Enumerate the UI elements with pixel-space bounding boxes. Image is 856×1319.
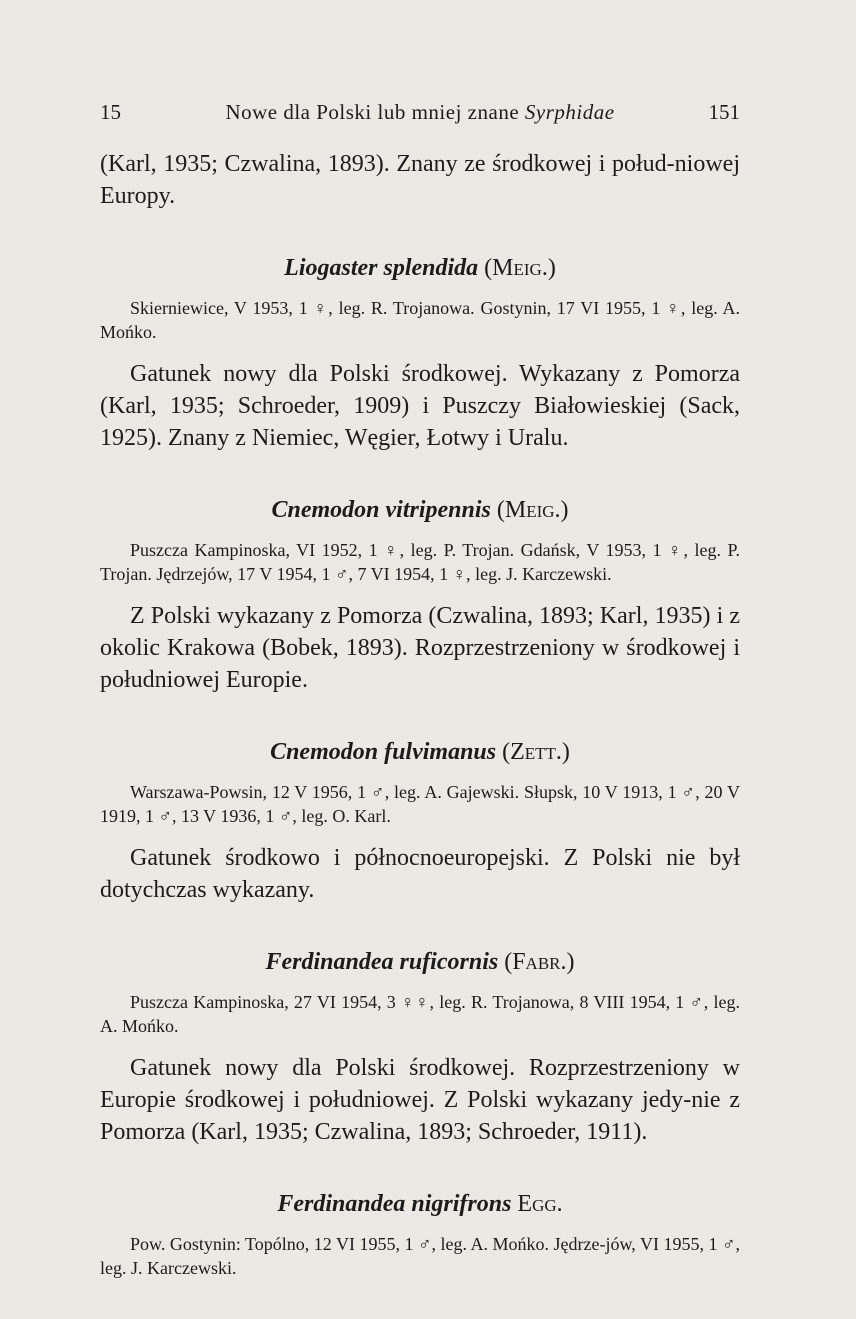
species-name: Ferdinandea nigrifrons [277, 1191, 512, 1217]
page-section-number: 15 [100, 100, 121, 124]
page-number: 151 [708, 100, 740, 124]
species-discussion: Z Polski wykazany z Pomorza (Czwalina, 1893; Karl, 1935) i z okolic Krakowa (Bobek, 1893). Rozprzestrzeniony w środkowej i południowej Europie. [100, 603, 740, 693]
article-body [100, 148, 740, 1280]
species-discussion: Gatunek nowy dla Polski środkowej. Rozprzestrzeniony w Europie środkowej i południowej. Z Polski wykazany jedy-nie z Pomorza (Karl, 1935; Czwalina, 1893; Schroeder, 1911). [100, 1055, 740, 1145]
species-title [100, 736, 740, 768]
intro-paragraph: (Karl, 1935; Czwalina, 1893). Znany ze środkowej i połud-niowej Europy. [100, 151, 740, 209]
species-author: (Meig.) [490, 497, 569, 523]
running-title-italic: Syrphidae [524, 100, 615, 124]
specimen-records: Skierniewice, V 1953, 1 ♀, leg. R. Trojanowa. Gostynin, 17 VI 1955, 1 ♀, leg. A. Mońko. [100, 298, 740, 342]
species-author: (Meig.) [478, 255, 556, 281]
species-title [100, 946, 740, 978]
specimen-records: Pow. Gostynin: Topólno, 12 VI 1955, 1 ♂, leg. A. Mońko. Jędrze-jów, VI 1955, 1 ♂, leg. J. Karczewski. [100, 1234, 740, 1278]
species-author: (Fabr.) [498, 949, 575, 975]
species-name: Cnemodon fulvimanus [270, 739, 497, 765]
species-discussion: Gatunek środkowo i północnoeuropejski. Z Polski nie był dotychczas wykazany. [100, 845, 740, 903]
running-title [100, 100, 740, 125]
specimen-records: Puszcza Kampinoska, VI 1952, 1 ♀, leg. P. Trojan. Gdańsk, V 1953, 1 ♀, leg. P. Trojan. Jędrzejów, 17 V 1954, 1 ♂, 7 VI 1954, 1 ♀, leg. J. Karczewski. [100, 540, 740, 584]
species-title [100, 252, 740, 284]
species-author: Egg. [511, 1191, 563, 1217]
species-name: Liogaster splendida [284, 255, 479, 281]
species-name: Cnemodon vitripennis [271, 497, 491, 523]
specimen-records: Puszcza Kampinoska, 27 VI 1954, 3 ♀♀, leg. R. Trojanowa, 8 VIII 1954, 1 ♂, leg. A. Mońko. [100, 992, 740, 1036]
species-name: Ferdinandea ruficornis [265, 949, 499, 975]
species-discussion: Gatunek nowy dla Polski środkowej. Wykazany z Pomorza (Karl, 1935; Schroeder, 1909) i Puszczy Białowieskiej (Sack, 1925). Znany z Niemiec, Węgier, Łotwy i Uralu. [100, 361, 740, 451]
specimen-records: Warszawa-Powsin, 12 V 1956, 1 ♂, leg. A. Gajewski. Słupsk, 10 V 1913, 1 ♂, 20 V 1919, 1 ♂, 13 V 1936, 1 ♂, leg. O. Karl. [100, 782, 740, 826]
species-title [100, 1188, 740, 1220]
running-title-text: Nowe dla Polski lub mniej znane [225, 100, 525, 124]
species-author: (Zett.) [496, 739, 570, 765]
running-header [100, 100, 740, 134]
species-title [100, 494, 740, 526]
